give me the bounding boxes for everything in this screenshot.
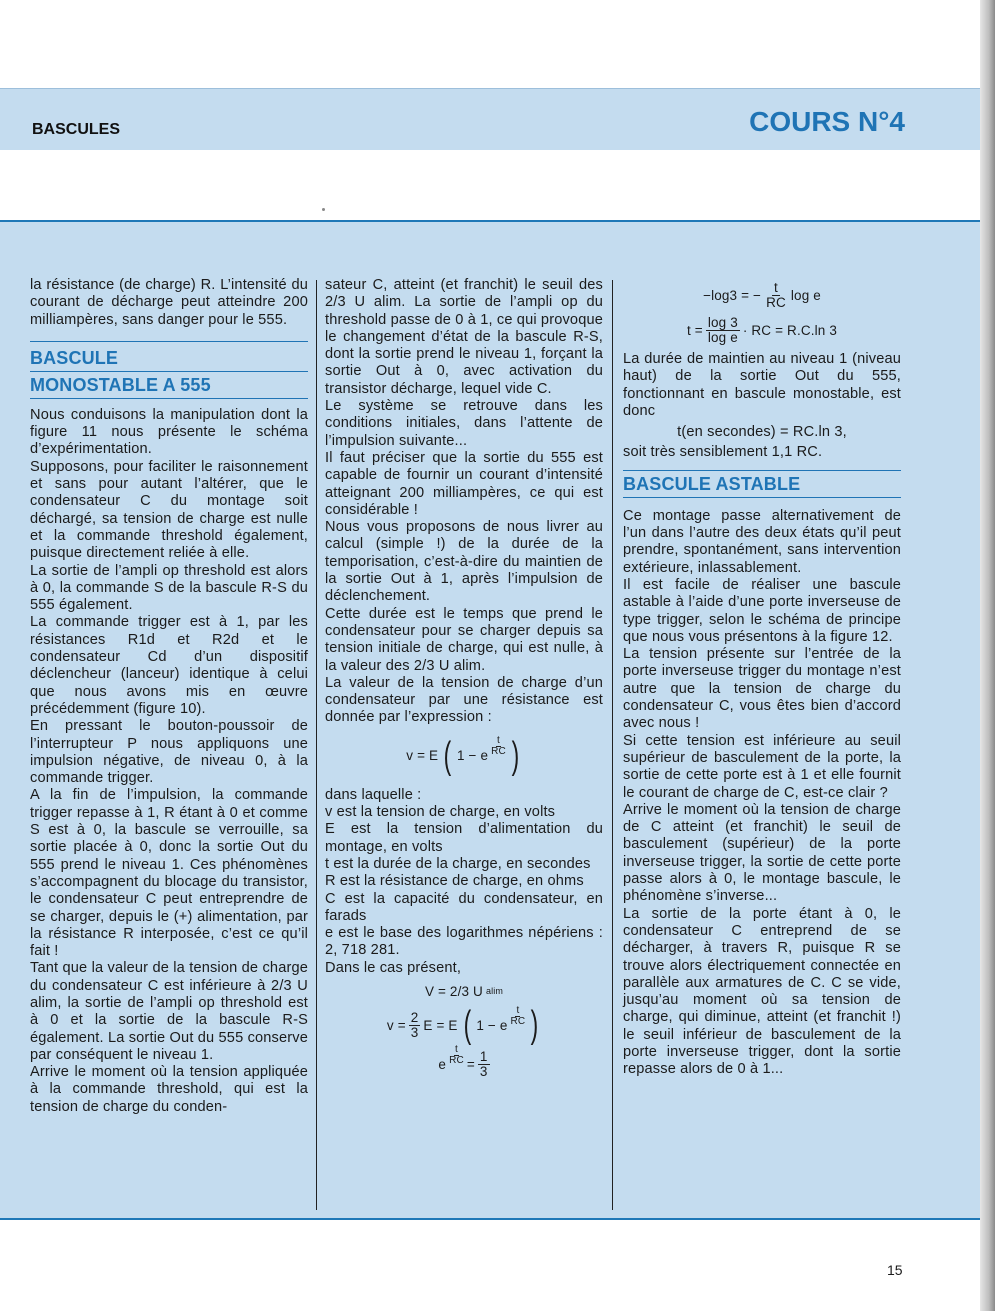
fraction-num: 1 (479, 1049, 488, 1065)
exponent-num: t (455, 1044, 458, 1056)
paragraph: Cette durée est le temps que prend le condensateur pour se charger depuis sa tension initiale de charge, qui est nulle, à la valeur des 2/3 U alim. (325, 605, 603, 674)
equation-substitution (325, 1004, 603, 1047)
paragraph: e est le base des logarithmes népériens : 2, 718 281. (325, 925, 603, 959)
eq-term: 1 − e (476, 1017, 508, 1033)
paragraph: la résistance (de charge) R. L’intensité du courant de décharge peut atteindre 200 milliampères, sans danger pour le 555. (30, 277, 308, 328)
column-divider (612, 280, 613, 1210)
fraction-num: t (774, 280, 778, 295)
paren-open: ( (463, 1004, 471, 1047)
paragraph: Si cette tension est inférieure au seuil supérieur de basculement de la porte, la sortie de cette porte est à 1 et elle fournit le courant de charge de C, est-ce clair ? (623, 732, 901, 801)
exponent-den: RC (491, 746, 506, 758)
paragraph: Le système se retrouve dans les conditions initiales, dans l’attente de l’impulsion suivante... (325, 398, 603, 449)
fraction (409, 1011, 421, 1040)
header-spacer (0, 150, 980, 222)
paragraph: Tant que la valeur de la tension de charge du condensateur C est inférieure à 2/3 U alim, la sortie de l’ampli op threshold est à 0 et la sortie de la bascule R-S également. La sortie Out du 555 conserve par conséquent le niveau 1. (30, 960, 308, 1063)
paragraph: La sortie de l’ampli op threshold est alors à 0, la commande S de la bascule R-S du 555 également. (30, 562, 308, 614)
exponent-num: t (516, 1004, 520, 1016)
heading-line: BASCULE (30, 347, 119, 368)
exponent (449, 1045, 464, 1066)
exponent (491, 736, 506, 757)
fraction (478, 1050, 490, 1079)
equation-charge (325, 734, 603, 777)
page-number: 15 (887, 1262, 903, 1278)
paragraph: La tension présente sur l’entrée de la porte inverseuse trigger du montage n’est autre que la tension de charge du condensateur C, vous êtes bien d’accord avec nous ! (623, 646, 901, 732)
fraction (706, 316, 740, 345)
column-2 (325, 277, 603, 1085)
paragraph: R est la résistance de charge, en ohms (325, 873, 584, 890)
paragraph: A la fin de l’impulsion, la commande trigger repasse à 1, R étant à 0 et comme S est à 0, la bascule se verrouille, sa sortie placée à 0, donc la sortie Out du 555 prend le niveau 1. Ces phénomènes s’accompagnent du blocage du transistor, le condensateur C peut entreprendre de se charger, depuis le (+) alimentation, par la résistance R interposée, c’est ce qu’il fait ! (30, 787, 308, 960)
paren-open: ( (443, 734, 452, 777)
equation-time (623, 316, 901, 345)
eq-text: V = 2/3 U (424, 983, 483, 999)
eq-lhs: −log3 = − (703, 287, 762, 303)
course-title: COURS N°4 (749, 106, 905, 137)
eq-rhs: = (466, 1057, 475, 1073)
page-edge (980, 0, 995, 1311)
fraction-den: RC (766, 295, 786, 310)
paren-close: ) (511, 734, 520, 777)
paragraph: Il est facile de réaliser une bascule astable à l’aide d’une porte inverseuse de type trigger, selon le schéma de principe que nous vous présentons à la figure 12. (623, 576, 901, 645)
paragraph: Supposons, pour faciliter le raisonnement et sans pour autant l’altérer, que le condensateur C du montage soit déchargé, sa tension de charge est nulle et la commande threshold également, puisque directement reliée à elle. (30, 458, 308, 562)
column-1 (30, 277, 308, 1116)
exponent-den: RC (510, 1015, 526, 1027)
fraction-den: 3 (479, 1064, 488, 1080)
equation-log (623, 281, 901, 310)
paragraph: Nous vous proposons de nous livrer au calcul (simple !) de la durée de la temporisation, c’est-à-dire du maintien de la sortie Out à 1, après l’impulsion de déclenchement. (325, 519, 603, 605)
fraction-num: log 3 (707, 315, 738, 330)
exponent-den: RC (449, 1055, 464, 1067)
print-speck (322, 208, 325, 211)
eq-term: 1 − e (456, 748, 489, 764)
column-3 (623, 277, 901, 1079)
section-heading: BASCULE ASTABLE (623, 470, 901, 498)
paren-close: ) (530, 1004, 539, 1047)
eq-rhs: · RC = R.C.ln 3 (742, 322, 838, 338)
paragraph: Arrive le moment où la tension appliquée à la commande threshold, qui est la tension de charge du conden- (30, 1064, 308, 1115)
paragraph: v est la tension de charge, en volts (325, 804, 556, 821)
paragraph: Arrive le moment où la tension de charge de C atteint (et franchit) le seuil de basculement (supérieur) de la porte inverseuse trigger, la sortie de cette porte passe alors à 0, le montage bascule, le phénomène s’inverse... (623, 801, 901, 905)
paragraph: dans laquelle : (325, 786, 422, 803)
paragraph: sateur C, atteint (et franchit) le seuil des 2/3 U alim. La sortie de l’ampli op du threshold passe de 0 à 1, ce qui provoque le changement d’état de la bascule R-S, dont la sortie prend le niveau 1, forçant la sortie Out à 0, avec activation du transistor décharge, lequel vide C. (325, 277, 603, 397)
paragraph: La durée de maintien au niveau 1 (niveau haut) de la sortie Out du 555, fonctionnant en bascule monostable, est donc (623, 351, 901, 419)
exponent-num: t (497, 735, 500, 747)
paragraph: La commande trigger est à 1, par les résistances R1d et R2d et le condensateur Cd d’un dispositif déclencheur (lanceur) identique à celui que nous avons mis en œuvre précédemment (figure 10). (30, 614, 308, 717)
paragraph: t est la durée de la charge, en secondes (325, 855, 591, 872)
eq-lhs: v = (386, 1017, 406, 1033)
paragraph: Nous conduisons la manipulation dont la figure 11 nous présente le schéma d’expérimentation. (30, 406, 308, 458)
paragraph: En pressant le bouton-poussoir de l’interrupteur P nous appliquons une impulsion négative, de niveau 0, à la commande trigger. (30, 718, 308, 787)
eq-lhs: t = (686, 322, 703, 338)
equation-exponential (325, 1044, 603, 1080)
paragraph: C est la capacité du condensateur, en farads (325, 890, 603, 924)
eq-lhs: v = E (406, 748, 439, 764)
fraction-den: log e (707, 330, 738, 345)
eq-base: e (438, 1057, 447, 1073)
fraction (764, 281, 788, 310)
paragraph: La valeur de la tension de charge d’un condensateur par une résistance est donnée par l’expression : (325, 674, 603, 726)
heading-line: MONOSTABLE A 555 (30, 371, 308, 399)
column-divider (316, 280, 317, 1210)
fraction-den: 3 (410, 1024, 419, 1040)
section-heading (30, 341, 308, 399)
eq-subscript: alim (485, 985, 504, 996)
paragraph: Dans le cas présent, (325, 959, 462, 976)
section-label: BASCULES (32, 121, 121, 138)
paragraph: E est la tension d’alimentation du montage, en volts (325, 821, 603, 855)
eq-mid: E = E (423, 1017, 458, 1033)
paragraph: La sortie de la porte étant à 0, le condensateur C entreprend de se décharger, à travers R, puisque R se trouve alors électriquement connectée en parallèle aux armatures de C. C se vide, jusqu’au moment où sa tension de charge, qui diminue, atteint (et franchit !) le seuil inférieur de basculement de la porte inverseuse trigger, dont la sortie repasse alors de 0 à 1... (623, 905, 901, 1078)
eq-rhs: log e (790, 287, 821, 303)
exponent (511, 1006, 526, 1027)
formula-line: t(en secondes) = RC.ln 3, (677, 424, 847, 441)
equation-threshold (325, 983, 603, 1000)
paragraph: Ce montage passe alternativement de l’un dans l’autre des deux états qu’il peut prendre, spontanément, sans intervention extérieure, inlassablement. (623, 507, 901, 576)
paragraph: soit très sensiblement 1,1 RC. (623, 444, 823, 461)
paragraph: Il faut préciser que la sortie du 555 est capable de fournir un courant d’intensité atteignant 200 milliampères, ce qui est considérable ! (325, 449, 603, 518)
fraction-num: 2 (410, 1009, 419, 1025)
